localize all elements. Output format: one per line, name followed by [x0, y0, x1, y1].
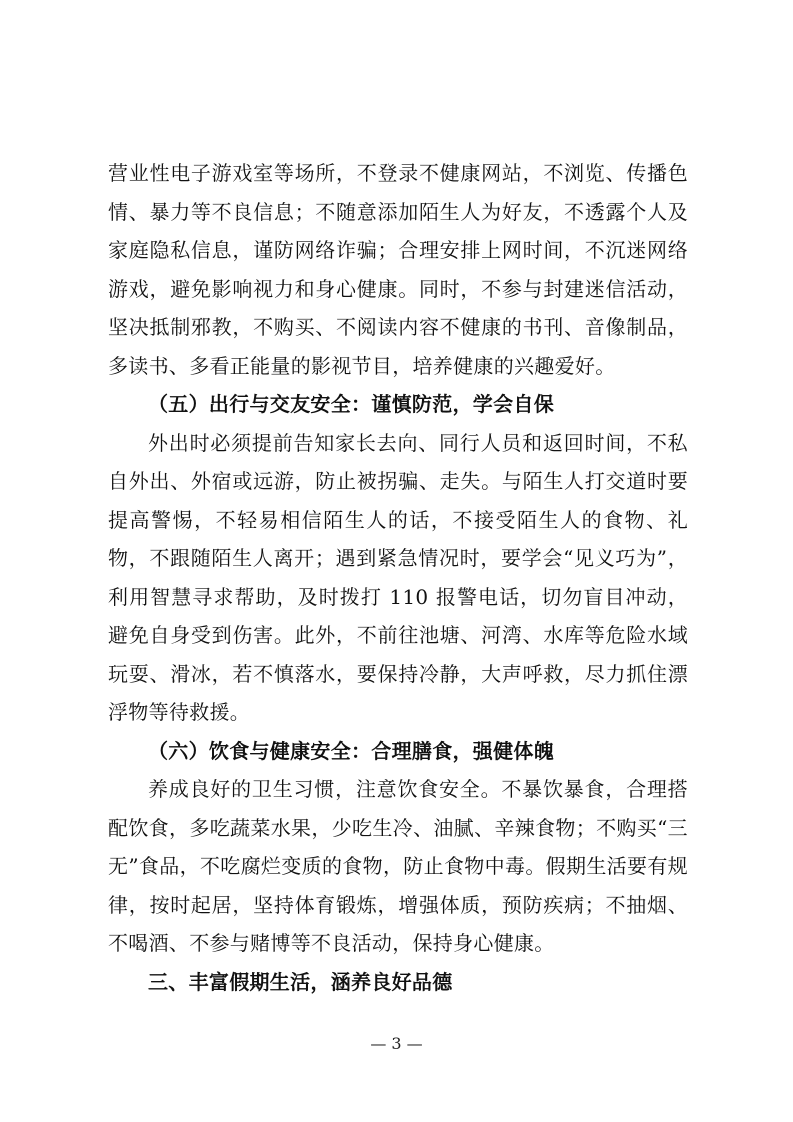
paragraph-travel-safety: 外出时必须提前告知家长去向、同行人员和返回时间，不私自外出、外宿或远游，防止被拐骗、走失。与陌生人打交道时要提高警惕，不轻易相信陌生人的话，不接受陌生人的食物、礼物，不跟随陌生人离开；遇到紧急情况时，要学会“见义巧为”，利用智慧寻求帮助，及时拨打 110 报警电话，切勿盲目冲动，避免自身受到伤害。此外，不前往池塘、河湾、水库等危险水域玩耍、滑冰，若不慎落水，要保持冷静，大声呼救，尽力抓住漂浮物等待救援。: [108, 430, 688, 724]
section-heading-diet-health: （六）饮食与健康安全：合理膳食，强健体魄: [148, 738, 554, 763]
page-number: — 3 —: [370, 1034, 423, 1053]
paragraph-diet-health: 养成良好的卫生习惯，注意饮食安全。不暴饮暴食，合理搭配饮食，多吃蔬菜水果，少吃生冷、油腻、辛辣食物；不购买“三无”食品，不吃腐烂变质的食物，防止食物中毒。假期生活要有规律，按时起居，坚持体育锻炼，增强体质，预防疾病；不抽烟、不喝酒、不参与赌博等不良活动，保持身心健康。: [108, 777, 688, 955]
section-heading-travel-safety: （五）出行与交友安全：谨慎防范，学会自保: [148, 392, 554, 416]
paragraph-online-safety-continued: 营业性电子游戏室等场所，不登录不健康网站，不浏览、传播色情、暴力等不良信息；不随意添加陌生人为好友，不透露个人及家庭隐私信息，谨防网络诈骗；合理安排上网时间，不沉迷网络游戏，避免影响视力和身心健康。同时，不参与封建迷信活动，坚决抵制邪教，不购买、不阅读内容不健康的书刊、音像制品，多读书、多看正能量的影视节目，培养健康的兴趣爱好。: [108, 161, 688, 378]
document-body: [108, 154, 688, 1001]
chapter-heading-holiday-life: 三、丰富假期生活，涵养良好品德: [148, 969, 453, 994]
